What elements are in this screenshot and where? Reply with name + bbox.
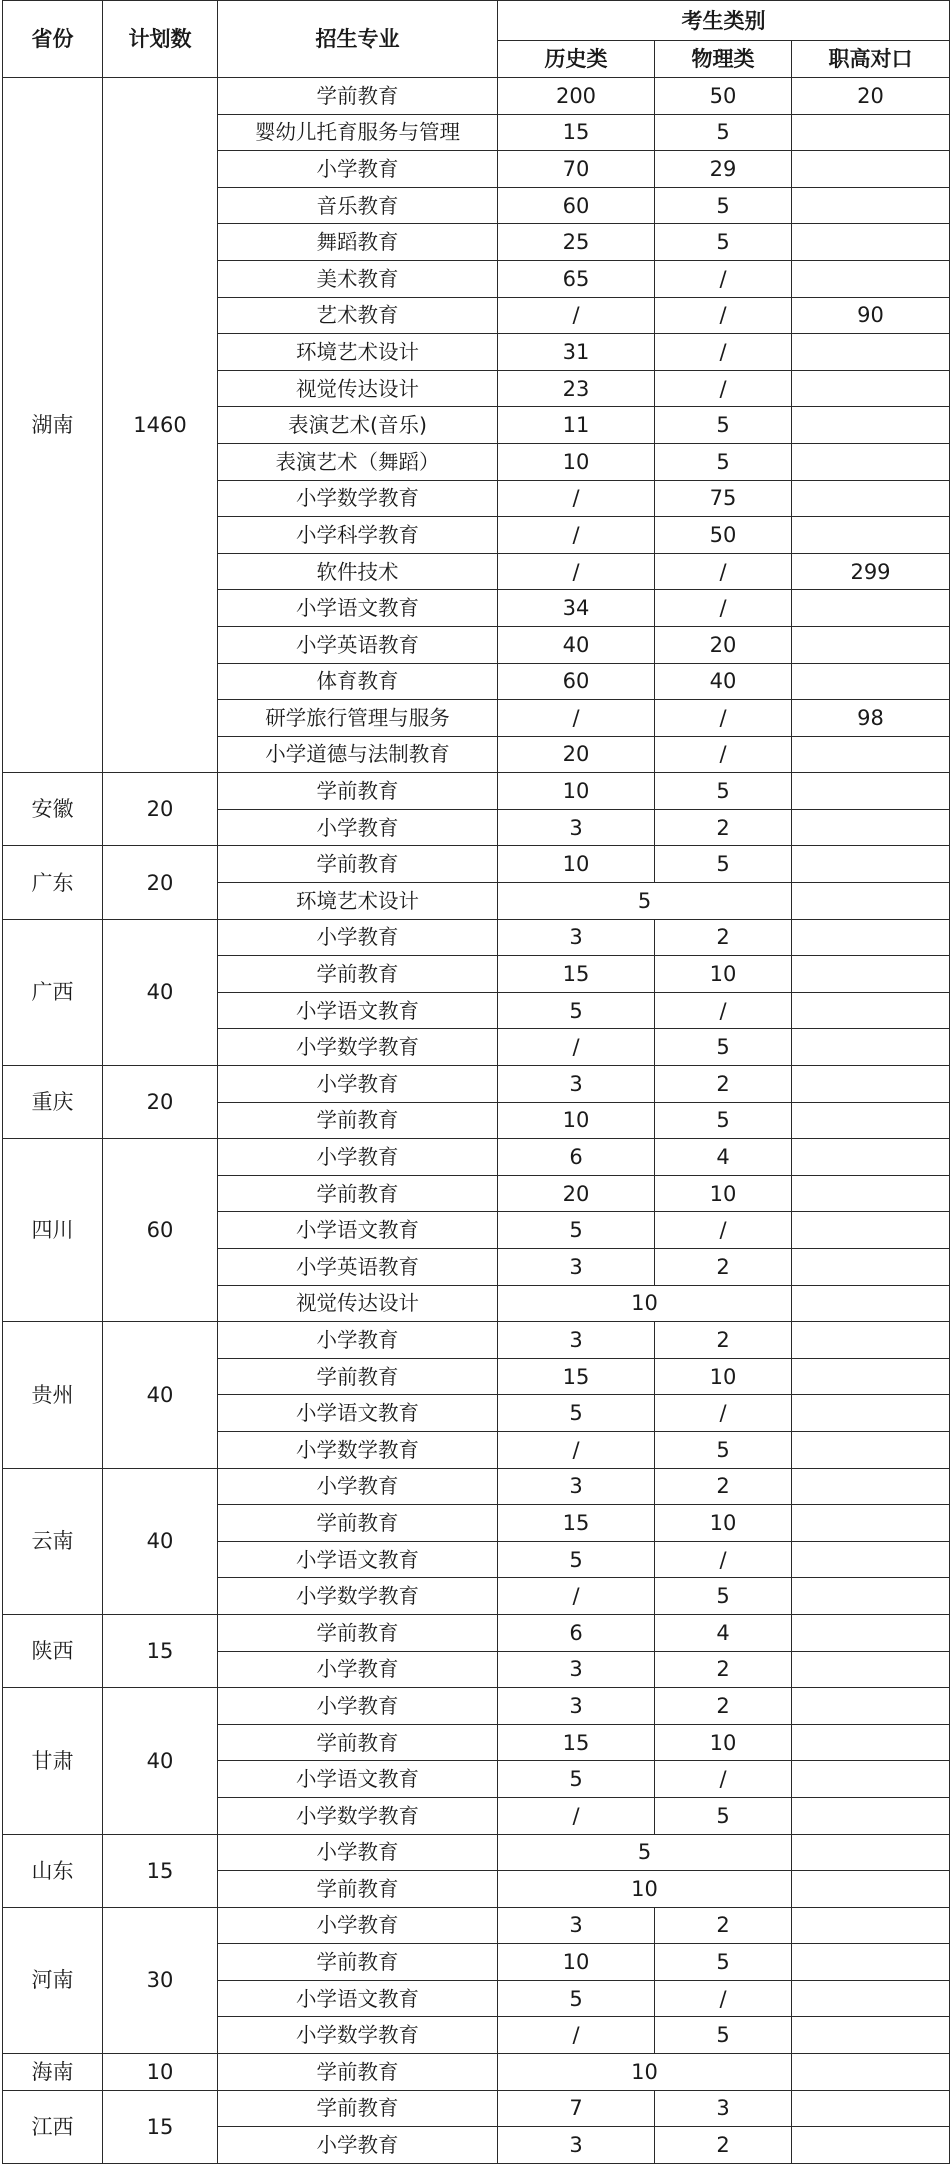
history-count-cell: 15: [498, 1505, 655, 1542]
vocational-count-cell: [792, 517, 950, 554]
table-row: [3, 1614, 950, 1651]
province-cell: 安徽: [3, 773, 103, 846]
vocational-count-cell: [792, 1468, 950, 1505]
history-count-cell: 5: [498, 1212, 655, 1249]
merged-count-cell: 5: [498, 883, 792, 920]
major-cell: 学前教育: [218, 773, 498, 810]
province-cell: 河南: [3, 1907, 103, 2053]
major-cell: 小学教育: [218, 1139, 498, 1176]
vocational-count-cell: [792, 1066, 950, 1103]
vocational-count-cell: [792, 114, 950, 151]
physics-count-cell: 4: [655, 1139, 792, 1176]
vocational-count-cell: [792, 1980, 950, 2017]
history-count-cell: 3: [498, 2127, 655, 2164]
history-count-cell: 7: [498, 2090, 655, 2127]
history-count-cell: 3: [498, 1249, 655, 1286]
major-cell: 小学语文教育: [218, 1980, 498, 2017]
history-count-cell: 60: [498, 187, 655, 224]
physics-count-cell: 2: [655, 1651, 792, 1688]
vocational-count-cell: [792, 992, 950, 1029]
table-row: [3, 1468, 950, 1505]
province-cell: 四川: [3, 1139, 103, 1322]
vocational-count-cell: [792, 1102, 950, 1139]
plan-count-cell: 30: [103, 1907, 218, 2053]
vocational-count-cell: [792, 626, 950, 663]
vocational-count-cell: [792, 407, 950, 444]
province-cell: 湖南: [3, 78, 103, 773]
table-row: [3, 1907, 950, 1944]
major-cell: 小学教育: [218, 151, 498, 188]
history-count-cell: /: [498, 1431, 655, 1468]
vocational-count-cell: [792, 187, 950, 224]
vocational-count-cell: [792, 480, 950, 517]
vocational-count-cell: [792, 1578, 950, 1615]
history-count-cell: 10: [498, 1102, 655, 1139]
vocational-count-cell: [792, 334, 950, 371]
vocational-count-cell: [792, 1541, 950, 1578]
history-count-cell: 11: [498, 407, 655, 444]
vocational-count-cell: 20: [792, 78, 950, 115]
major-cell: 视觉传达设计: [218, 1285, 498, 1322]
major-cell: 小学数学教育: [218, 1029, 498, 1066]
major-cell: 婴幼儿托育服务与管理: [218, 114, 498, 151]
major-cell: 小学教育: [218, 1834, 498, 1871]
history-count-cell: /: [498, 2017, 655, 2054]
physics-count-cell: 40: [655, 663, 792, 700]
history-count-cell: 40: [498, 626, 655, 663]
physics-count-cell: 5: [655, 846, 792, 883]
history-count-cell: /: [498, 517, 655, 554]
physics-count-cell: 3: [655, 2090, 792, 2127]
physics-count-cell: /: [655, 700, 792, 737]
physics-count-cell: 5: [655, 407, 792, 444]
major-cell: 学前教育: [218, 1358, 498, 1395]
history-count-cell: 23: [498, 370, 655, 407]
plan-count-cell: 1460: [103, 78, 218, 773]
vocational-count-cell: [792, 1358, 950, 1395]
history-count-cell: /: [498, 480, 655, 517]
table-row: [3, 919, 950, 956]
history-count-cell: 10: [498, 443, 655, 480]
major-cell: 学前教育: [218, 78, 498, 115]
major-cell: 学前教育: [218, 1505, 498, 1542]
history-count-cell: 15: [498, 956, 655, 993]
physics-count-cell: /: [655, 1761, 792, 1798]
major-cell: 小学语文教育: [218, 1541, 498, 1578]
vocational-count-cell: [792, 260, 950, 297]
vocational-count-cell: [792, 1797, 950, 1834]
vocational-count-cell: [792, 151, 950, 188]
physics-count-cell: 5: [655, 114, 792, 151]
physics-count-cell: 4: [655, 1614, 792, 1651]
physics-count-cell: /: [655, 1212, 792, 1249]
physics-count-cell: /: [655, 334, 792, 371]
major-cell: 小学科学教育: [218, 517, 498, 554]
major-cell: 软件技术: [218, 553, 498, 590]
major-cell: 小学教育: [218, 809, 498, 846]
major-cell: 学前教育: [218, 1614, 498, 1651]
table-row: [3, 773, 950, 810]
history-count-cell: /: [498, 1029, 655, 1066]
major-cell: 小学语文教育: [218, 1212, 498, 1249]
province-cell: 江西: [3, 2090, 103, 2163]
physics-count-cell: /: [655, 736, 792, 773]
major-cell: 小学教育: [218, 1907, 498, 1944]
physics-count-cell: 75: [655, 480, 792, 517]
vocational-count-cell: [792, 773, 950, 810]
major-cell: 学前教育: [218, 956, 498, 993]
history-count-cell: 5: [498, 1395, 655, 1432]
vocational-count-cell: [792, 1212, 950, 1249]
physics-count-cell: 5: [655, 773, 792, 810]
physics-count-cell: 50: [655, 517, 792, 554]
major-cell: 研学旅行管理与服务: [218, 700, 498, 737]
vocational-count-cell: [792, 1834, 950, 1871]
plan-count-cell: 20: [103, 846, 218, 919]
physics-count-cell: /: [655, 1980, 792, 2017]
history-count-cell: 15: [498, 114, 655, 151]
major-cell: 学前教育: [218, 1724, 498, 1761]
vocational-count-cell: 90: [792, 297, 950, 334]
physics-count-cell: /: [655, 297, 792, 334]
vocational-count-cell: [792, 1431, 950, 1468]
history-count-cell: /: [498, 297, 655, 334]
merged-count-cell: 10: [498, 1285, 792, 1322]
physics-count-cell: 50: [655, 78, 792, 115]
merged-count-cell: 10: [498, 2054, 792, 2091]
vocational-count-cell: [792, 1249, 950, 1286]
history-count-cell: 20: [498, 736, 655, 773]
history-count-cell: 5: [498, 1541, 655, 1578]
major-cell: 小学数学教育: [218, 1578, 498, 1615]
vocational-count-cell: [792, 1175, 950, 1212]
header-row-top: [3, 1, 950, 41]
major-cell: 美术教育: [218, 260, 498, 297]
major-cell: 小学语文教育: [218, 590, 498, 627]
vocational-count-cell: [792, 919, 950, 956]
header-vocational: 职高对口: [792, 41, 950, 78]
history-count-cell: 3: [498, 919, 655, 956]
history-count-cell: 3: [498, 1066, 655, 1103]
major-cell: 学前教育: [218, 1944, 498, 1981]
physics-count-cell: 10: [655, 1724, 792, 1761]
physics-count-cell: 29: [655, 151, 792, 188]
physics-count-cell: 10: [655, 1358, 792, 1395]
history-count-cell: 200: [498, 78, 655, 115]
vocational-count-cell: [792, 1614, 950, 1651]
table-body: [3, 78, 950, 2164]
table-row: [3, 1139, 950, 1176]
vocational-count-cell: [792, 2090, 950, 2127]
physics-count-cell: 2: [655, 1907, 792, 1944]
history-count-cell: 20: [498, 1175, 655, 1212]
major-cell: 小学语文教育: [218, 1395, 498, 1432]
major-cell: 小学数学教育: [218, 480, 498, 517]
history-count-cell: 3: [498, 1688, 655, 1725]
history-count-cell: 60: [498, 663, 655, 700]
major-cell: 小学教育: [218, 2127, 498, 2164]
plan-count-cell: 15: [103, 1834, 218, 1907]
history-count-cell: 10: [498, 846, 655, 883]
vocational-count-cell: [792, 1761, 950, 1798]
history-count-cell: 31: [498, 334, 655, 371]
header-province: 省份: [3, 1, 103, 78]
vocational-count-cell: [792, 956, 950, 993]
major-cell: 小学数学教育: [218, 2017, 498, 2054]
plan-count-cell: 20: [103, 773, 218, 846]
merged-count-cell: 10: [498, 1871, 792, 1908]
major-cell: 学前教育: [218, 2090, 498, 2127]
vocational-count-cell: [792, 1139, 950, 1176]
header-plan-count: 计划数: [103, 1, 218, 78]
table-header: [3, 1, 950, 78]
vocational-count-cell: 98: [792, 700, 950, 737]
physics-count-cell: /: [655, 260, 792, 297]
table-row: [3, 78, 950, 115]
vocational-count-cell: [792, 2054, 950, 2091]
history-count-cell: /: [498, 700, 655, 737]
major-cell: 小学英语教育: [218, 626, 498, 663]
physics-count-cell: /: [655, 370, 792, 407]
physics-count-cell: 5: [655, 443, 792, 480]
major-cell: 视觉传达设计: [218, 370, 498, 407]
physics-count-cell: 5: [655, 1944, 792, 1981]
vocational-count-cell: [792, 1029, 950, 1066]
history-count-cell: 10: [498, 1944, 655, 1981]
plan-count-cell: 15: [103, 1614, 218, 1687]
vocational-count-cell: [792, 663, 950, 700]
history-count-cell: 6: [498, 1139, 655, 1176]
table-row: [3, 846, 950, 883]
table-row: [3, 2054, 950, 2091]
plan-count-cell: 15: [103, 2090, 218, 2163]
physics-count-cell: 5: [655, 224, 792, 261]
history-count-cell: 15: [498, 1724, 655, 1761]
major-cell: 小学语文教育: [218, 992, 498, 1029]
major-cell: 小学道德与法制教育: [218, 736, 498, 773]
physics-count-cell: 2: [655, 1322, 792, 1359]
vocational-count-cell: [792, 1724, 950, 1761]
major-cell: 环境艺术设计: [218, 883, 498, 920]
physics-count-cell: 2: [655, 1066, 792, 1103]
physics-count-cell: 2: [655, 809, 792, 846]
vocational-count-cell: [792, 370, 950, 407]
table-row: [3, 1688, 950, 1725]
major-cell: 学前教育: [218, 846, 498, 883]
major-cell: 小学教育: [218, 1066, 498, 1103]
vocational-count-cell: [792, 1395, 950, 1432]
major-cell: 小学英语教育: [218, 1249, 498, 1286]
province-cell: 重庆: [3, 1066, 103, 1139]
vocational-count-cell: 299: [792, 553, 950, 590]
table-row: [3, 1834, 950, 1871]
physics-count-cell: 10: [655, 956, 792, 993]
major-cell: 环境艺术设计: [218, 334, 498, 371]
vocational-count-cell: [792, 1688, 950, 1725]
vocational-count-cell: [792, 846, 950, 883]
history-count-cell: 65: [498, 260, 655, 297]
history-count-cell: 3: [498, 1651, 655, 1688]
vocational-count-cell: [792, 2017, 950, 2054]
vocational-count-cell: [792, 1651, 950, 1688]
physics-count-cell: 20: [655, 626, 792, 663]
major-cell: 小学教育: [218, 1322, 498, 1359]
plan-count-cell: 40: [103, 1468, 218, 1614]
physics-count-cell: 5: [655, 2017, 792, 2054]
vocational-count-cell: [792, 2127, 950, 2164]
merged-count-cell: 5: [498, 1834, 792, 1871]
physics-count-cell: 5: [655, 1431, 792, 1468]
table-row: [3, 1322, 950, 1359]
physics-count-cell: 5: [655, 1102, 792, 1139]
history-count-cell: 6: [498, 1614, 655, 1651]
physics-count-cell: 2: [655, 1688, 792, 1725]
physics-count-cell: /: [655, 1395, 792, 1432]
vocational-count-cell: [792, 1505, 950, 1542]
province-cell: 山东: [3, 1834, 103, 1907]
history-count-cell: 25: [498, 224, 655, 261]
physics-count-cell: 2: [655, 1249, 792, 1286]
history-count-cell: 3: [498, 809, 655, 846]
major-cell: 学前教育: [218, 1102, 498, 1139]
major-cell: 小学教育: [218, 1651, 498, 1688]
physics-count-cell: /: [655, 992, 792, 1029]
major-cell: 表演艺术(音乐): [218, 407, 498, 444]
vocational-count-cell: [792, 443, 950, 480]
major-cell: 小学数学教育: [218, 1797, 498, 1834]
physics-count-cell: 2: [655, 919, 792, 956]
history-count-cell: 3: [498, 1322, 655, 1359]
vocational-count-cell: [792, 1322, 950, 1359]
physics-count-cell: 10: [655, 1505, 792, 1542]
physics-count-cell: /: [655, 553, 792, 590]
province-cell: 海南: [3, 2054, 103, 2091]
vocational-count-cell: [792, 1285, 950, 1322]
major-cell: 小学教育: [218, 1688, 498, 1725]
physics-count-cell: 5: [655, 1578, 792, 1615]
province-cell: 贵州: [3, 1322, 103, 1468]
province-cell: 陕西: [3, 1614, 103, 1687]
major-cell: 学前教育: [218, 1175, 498, 1212]
history-count-cell: 3: [498, 1907, 655, 1944]
major-cell: 小学教育: [218, 919, 498, 956]
province-cell: 甘肃: [3, 1688, 103, 1834]
history-count-cell: 5: [498, 992, 655, 1029]
history-count-cell: 3: [498, 1468, 655, 1505]
major-cell: 舞蹈教育: [218, 224, 498, 261]
history-count-cell: 70: [498, 151, 655, 188]
province-cell: 广东: [3, 846, 103, 919]
plan-count-cell: 60: [103, 1139, 218, 1322]
physics-count-cell: 5: [655, 187, 792, 224]
header-category-group: 考生类别: [498, 1, 950, 41]
vocational-count-cell: [792, 736, 950, 773]
plan-count-cell: 40: [103, 919, 218, 1065]
vocational-count-cell: [792, 1871, 950, 1908]
vocational-count-cell: [792, 224, 950, 261]
physics-count-cell: /: [655, 1541, 792, 1578]
history-count-cell: /: [498, 1578, 655, 1615]
table-row: [3, 2090, 950, 2127]
province-cell: 云南: [3, 1468, 103, 1614]
table-row: [3, 1066, 950, 1103]
history-count-cell: 5: [498, 1761, 655, 1798]
history-count-cell: 5: [498, 1980, 655, 2017]
header-major: 招生专业: [218, 1, 498, 78]
major-cell: 小学语文教育: [218, 1761, 498, 1798]
physics-count-cell: 2: [655, 1468, 792, 1505]
plan-count-cell: 10: [103, 2054, 218, 2091]
major-cell: 学前教育: [218, 1871, 498, 1908]
physics-count-cell: 2: [655, 2127, 792, 2164]
physics-count-cell: /: [655, 590, 792, 627]
history-count-cell: /: [498, 1797, 655, 1834]
physics-count-cell: 5: [655, 1029, 792, 1066]
plan-count-cell: 40: [103, 1688, 218, 1834]
history-count-cell: 10: [498, 773, 655, 810]
major-cell: 音乐教育: [218, 187, 498, 224]
vocational-count-cell: [792, 590, 950, 627]
plan-count-cell: 20: [103, 1066, 218, 1139]
enrollment-plan-table: [2, 0, 950, 2164]
physics-count-cell: 10: [655, 1175, 792, 1212]
history-count-cell: 34: [498, 590, 655, 627]
vocational-count-cell: [792, 1907, 950, 1944]
vocational-count-cell: [792, 1944, 950, 1981]
major-cell: 表演艺术（舞蹈）: [218, 443, 498, 480]
major-cell: 小学数学教育: [218, 1431, 498, 1468]
major-cell: 艺术教育: [218, 297, 498, 334]
plan-count-cell: 40: [103, 1322, 218, 1468]
vocational-count-cell: [792, 809, 950, 846]
physics-count-cell: 5: [655, 1797, 792, 1834]
major-cell: 学前教育: [218, 2054, 498, 2091]
history-count-cell: /: [498, 553, 655, 590]
header-physics: 物理类: [655, 41, 792, 78]
vocational-count-cell: [792, 883, 950, 920]
major-cell: 小学教育: [218, 1468, 498, 1505]
province-cell: 广西: [3, 919, 103, 1065]
header-history: 历史类: [498, 41, 655, 78]
major-cell: 体育教育: [218, 663, 498, 700]
history-count-cell: 15: [498, 1358, 655, 1395]
